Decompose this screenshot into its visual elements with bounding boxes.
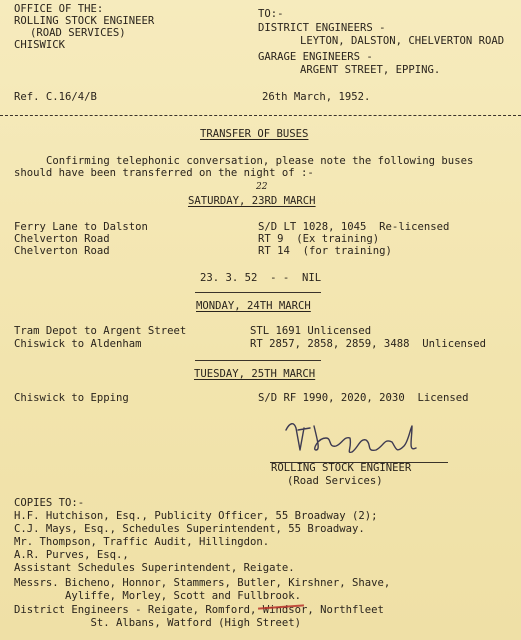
memo-title: TRANSFER OF BUSES bbox=[200, 128, 309, 140]
to-label: TO:- bbox=[258, 8, 284, 20]
reference: Ref. C.16/4/B bbox=[14, 91, 97, 103]
from-line-4: CHISWICK bbox=[14, 39, 66, 51]
section-heading-tuesday: TUESDAY, 25TH MARCH bbox=[194, 368, 316, 380]
copies-line: A.R. Purves, Esq., bbox=[14, 549, 129, 561]
row-detail: S/D RF 1990, 2020, 2030 Licensed bbox=[258, 392, 469, 404]
row-detail: RT 2857, 2858, 2859, 3488 Unlicensed bbox=[250, 338, 486, 350]
row-route: Chiswick to Epping bbox=[14, 392, 129, 404]
signature-image bbox=[280, 416, 430, 462]
row-route: Chelverton Road bbox=[14, 245, 110, 257]
rule-line bbox=[195, 292, 321, 293]
row-detail: S/D LT 1028, 1045 Re-licensed bbox=[258, 221, 450, 233]
to-line-2: LEYTON, DALSTON, CHELVERTON ROAD bbox=[300, 35, 505, 47]
row-route: Ferry Lane to Dalston bbox=[14, 221, 148, 233]
rule-line bbox=[195, 360, 321, 361]
header-divider bbox=[0, 115, 521, 116]
section-heading-monday: MONDAY, 24TH MARCH bbox=[196, 300, 311, 312]
row-detail: RT 9 (Ex training) bbox=[258, 233, 380, 245]
copies-heading: COPIES TO:- bbox=[14, 497, 85, 509]
row-route: Chiswick to Aldenham bbox=[14, 338, 142, 350]
copies-line: Messrs. Bicheno, Honnor, Stammers, Butler, Kirshner, Shave, bbox=[14, 577, 391, 589]
row-detail: STL 1691 Unlicensed bbox=[250, 325, 372, 337]
to-line-3: GARAGE ENGINEERS - bbox=[258, 51, 373, 63]
intro-line-1: Confirming telephonic conversation, please note the following buses bbox=[46, 155, 474, 167]
copies-line: District Engineers - Reigate, Romford, Windsor, Northfleet bbox=[14, 604, 384, 616]
nil-line: 23. 3. 52 - - NIL bbox=[200, 272, 322, 284]
signatory-title: ROLLING STOCK ENGINEER bbox=[271, 462, 412, 474]
memo-date: 26th March, 1952. bbox=[262, 91, 371, 103]
copies-line: C.J. Mays, Esq., Schedules Superintendent, 55 Broadway. bbox=[14, 523, 365, 535]
from-line-2: ROLLING STOCK ENGINEER bbox=[14, 15, 155, 27]
section-heading-saturday: SATURDAY, 23RD MARCH bbox=[188, 195, 316, 207]
handwritten-date-correction: 22 bbox=[256, 182, 268, 192]
from-line-1: OFFICE OF THE: bbox=[14, 3, 104, 15]
copies-line: St. Albans, Watford (High Street) bbox=[14, 617, 302, 629]
copies-line: Assistant Schedules Superintendent, Reigate. bbox=[14, 562, 295, 574]
row-route: Chelverton Road bbox=[14, 233, 110, 245]
row-detail: RT 14 (for training) bbox=[258, 245, 392, 257]
row-route: Tram Depot to Argent Street bbox=[14, 325, 187, 337]
signatory-subtitle: (Road Services) bbox=[287, 475, 383, 487]
to-line-4: ARGENT STREET, EPPING. bbox=[300, 64, 441, 76]
from-line-3: (ROAD SERVICES) bbox=[30, 27, 126, 39]
copies-line: Ayliffe, Morley, Scott and Fullbrook. bbox=[14, 590, 302, 602]
intro-line-2: should have been transferred on the night of :- bbox=[14, 167, 314, 179]
copies-line: H.F. Hutchison, Esq., Publicity Officer, 55 Broadway (2); bbox=[14, 510, 378, 522]
to-line-1: DISTRICT ENGINEERS - bbox=[258, 22, 386, 34]
copies-line: Mr. Thompson, Traffic Audit, Hillingdon. bbox=[14, 536, 270, 548]
